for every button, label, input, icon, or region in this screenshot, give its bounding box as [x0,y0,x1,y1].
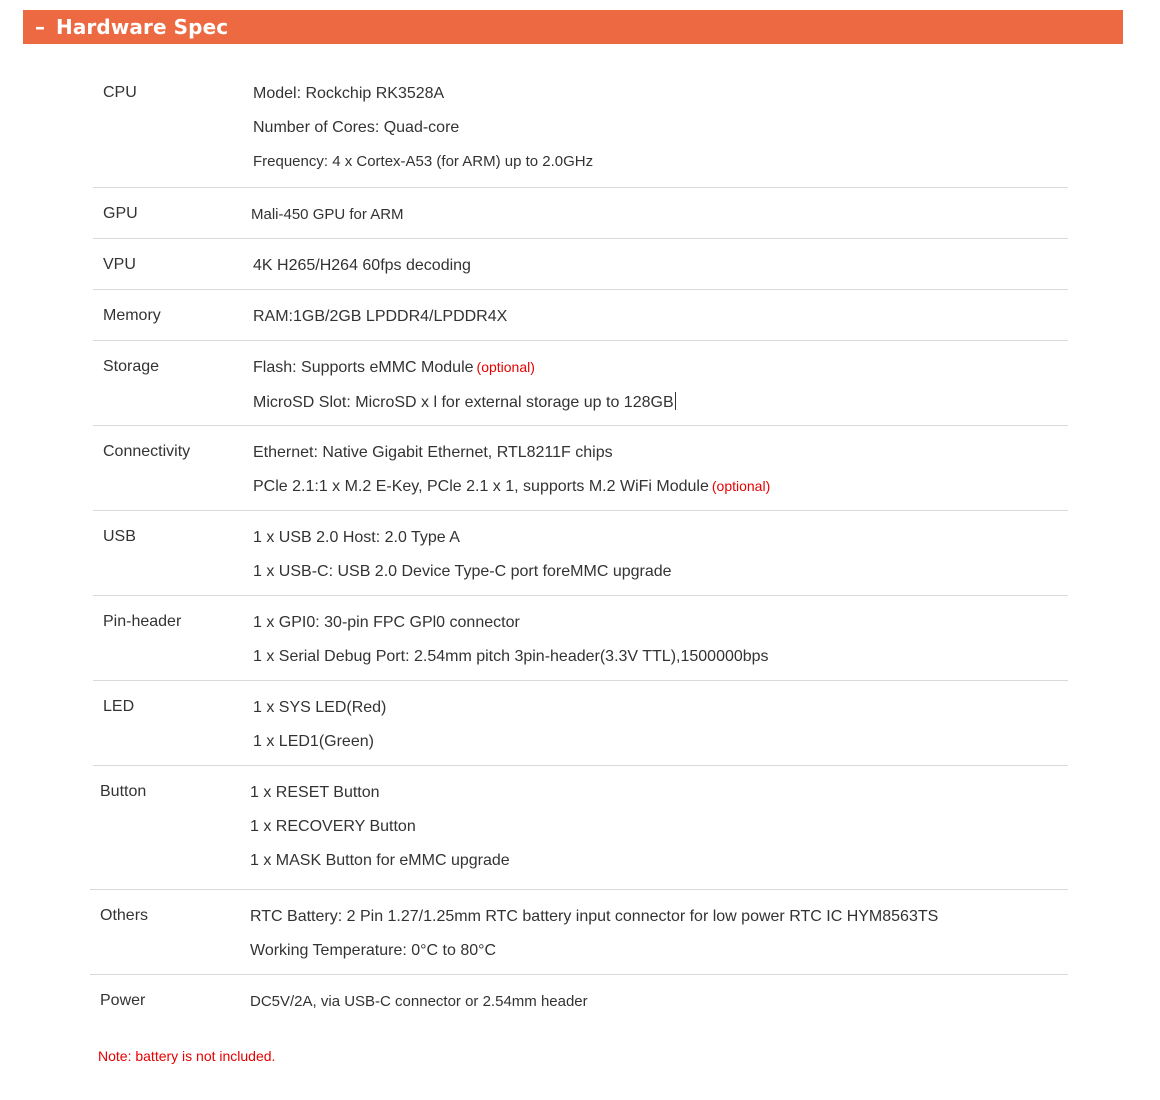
spec-value-text: 4K H265/H264 60fps decoding [253,257,471,274]
spec-value-text: Ethernet: Native Gigabit Ethernet, RTL8211F chips [253,444,613,461]
spec-row-pin-header [93,596,1068,681]
spec-value-text: Mali-450 GPU for ARM [251,206,404,223]
spec-values [250,992,1068,1026]
spec-value-line [253,84,1068,118]
spec-value-text: 1 x LED1(Green) [253,733,374,750]
spec-label: GPU [103,205,138,222]
spec-value-line [253,528,1068,562]
spec-value-text: Working Temperature: 0°C to 80°C [250,942,497,959]
spec-row-button [90,766,1068,890]
spec-label: Memory [103,307,161,324]
section-title: Hardware Spec [56,15,229,39]
spec-value-line [253,698,1068,732]
battery-note: Note: battery is not included. [98,1048,276,1064]
spec-value-text: 1 x USB-C: USB 2.0 Device Type-C port foreMMC upgrade [253,563,672,580]
spec-value-line [250,851,1068,885]
spec-value-text: Number of Cores: Quad-core [253,119,460,136]
spec-values [253,84,1068,186]
spec-value-text: 1 x SYS LED(Red) [253,699,387,716]
spec-row-led [93,681,1068,766]
spec-values [253,256,1068,290]
spec-label: USB [103,528,136,545]
spec-label: Connectivity [103,443,191,460]
spec-label: Button [100,783,147,800]
spec-row-storage [93,341,1068,426]
spec-value-line [250,941,1068,975]
spec-row-vpu [93,239,1068,290]
spec-value-text: DC5V/2A, via USB-C connector or 2.54mm header [250,993,588,1010]
spec-values [253,307,1068,341]
spec-row-connectivity [93,426,1068,511]
spec-value-text: 1 x MASK Button for eMMC upgrade [250,852,510,869]
spec-value-line [250,817,1068,851]
spec-value-text: 1 x GPI0: 30-pin FPC GPl0 connector [253,614,520,631]
spec-row-usb [93,511,1068,596]
spec-row-gpu [93,188,1068,239]
spec-value-text: Model: Rockchip RK3528A [253,85,445,102]
spec-value-text: 1 x USB 2.0 Host: 2.0 Type A [253,529,460,546]
spec-label: Power [100,992,146,1009]
hardware-spec-header[interactable] [23,10,1123,44]
spec-value-text: RAM:1GB/2GB LPDDR4/LPDDR4X [253,308,508,325]
spec-value-text: Flash: Supports eMMC Module [253,359,474,376]
spec-row-cpu [93,67,1068,188]
optional-badge: (optional) [711,478,771,494]
spec-label: Pin-header [103,613,182,630]
collapse-toggle-icon[interactable]: – [35,15,45,39]
spec-label: Storage [103,358,160,375]
optional-badge: (optional) [476,359,535,375]
spec-label: LED [103,698,135,715]
spec-value-line [251,205,1068,239]
spec-value-text: RTC Battery: 2 Pin 1.27/1.25mm RTC battery input connector for low power RTC IC HYM8563TS [250,908,939,925]
spec-value-line [250,783,1068,817]
spec-value-line [253,443,1068,477]
spec-values [251,205,1068,239]
spec-value-line [253,613,1068,647]
spec-value-text: 1 x RESET Button [250,784,380,801]
spec-value-line [253,307,1068,341]
spec-row-power [90,975,1068,1035]
spec-values [250,907,1068,975]
spec-value-line [250,907,1068,941]
spec-value-line [253,152,1068,186]
spec-values [253,528,1068,596]
spec-values [250,783,1068,885]
spec-label: VPU [103,256,136,273]
spec-value-line [253,256,1068,290]
spec-value-line [253,358,1068,392]
spec-row-memory [93,290,1068,341]
spec-value-text: 1 x Serial Debug Port: 2.54mm pitch 3pin-header(3.3V TTL),1500000bps [253,648,769,665]
spec-table [93,67,1068,1035]
text-cursor [675,392,676,410]
spec-values [253,613,1068,681]
spec-value-line [250,992,1068,1026]
spec-value-line [253,118,1068,152]
spec-value-line [253,562,1068,596]
spec-label: Others [100,907,149,924]
spec-value-line [253,392,1068,426]
spec-value-text: 1 x RECOVERY Button [250,818,416,835]
spec-value-text: MicroSD Slot: MicroSD x l for external storage up to 128GB [253,394,674,411]
spec-row-others [90,890,1068,975]
spec-value-text: Frequency: 4 x Cortex-A53 (for ARM) up to 2.0GHz [253,153,594,170]
spec-values [253,698,1068,766]
spec-label: CPU [103,84,137,101]
spec-value-line [253,477,1068,511]
spec-value-line [253,647,1068,681]
spec-values [253,443,1068,511]
spec-value-line [253,732,1068,766]
spec-value-text: PCle 2.1:1 x M.2 E-Key, PCle 2.1 x 1, supports M.2 WiFi Module [253,478,709,495]
spec-values [253,358,1068,426]
